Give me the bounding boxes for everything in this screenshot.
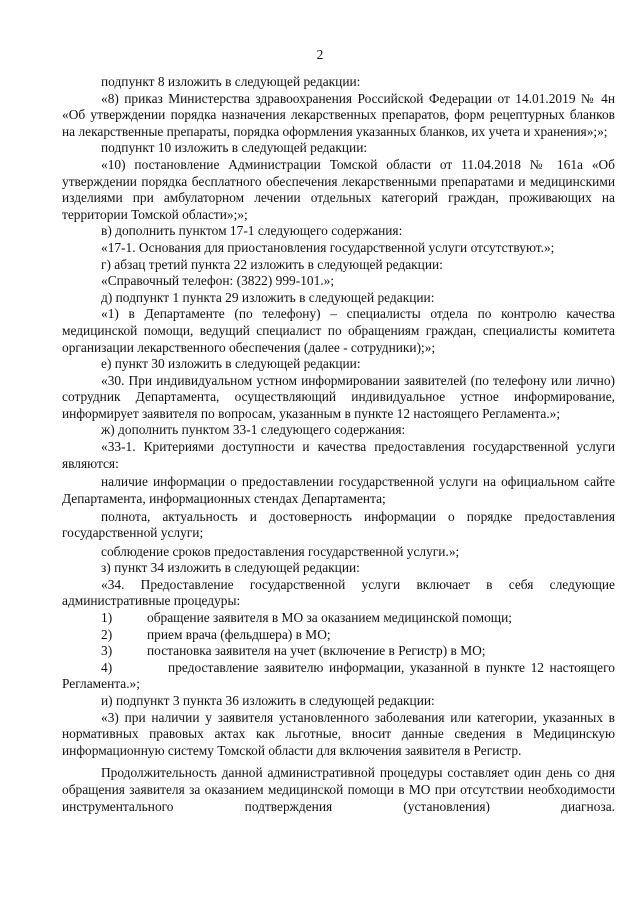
paragraph-13: ж) дополнить пунктом 33-1 следующего содержания: (101, 422, 406, 438)
procedure-item-4 (62, 660, 615, 693)
paragraph-6: «17-1. Основания для приостановления государственной услуги отсутствуют.»; (101, 239, 555, 255)
paragraph-15: наличие информации о предоставлении государственной услуги на официальном сайте Департамента, информационных стендах Департамента; (62, 473, 615, 506)
paragraph-18: з) пункт 34 изложить в следующей редакции: (101, 560, 360, 576)
paragraph-12: «30. При индивидуальном устном информировании заявителей (по телефону или лично) сотрудник Департамента, осуществляющий индивидуальное устное информирование, информирует заявителя по вопросам, указанным в пункте 12 настоящего Регламента.»; (62, 372, 615, 421)
procedure-text: прием врача (фельдшера) в МО; (147, 626, 331, 642)
procedure-item-3 (62, 643, 615, 660)
paragraph-10: «1) в Департаменте (по телефону) – специалисты отдела по контролю качества медицинской помощи, ведущий специалист по обращениям граждан, специалисты комитета организации лекарственного обеспечения (далее - сотрудники);»; (62, 306, 615, 355)
paragraph-8: «Справочный телефон: (3822) 999-101.»; (101, 273, 335, 289)
paragraph-2: «8) приказ Министерства здравоохранения Российской Федерации от 14.01.2019 № 4н «Об утверждении порядка назначения лекарственных препаратов, форм рецептурных бланков на лекарственные препараты, порядка оформления указанных бланков, их учета и хранения»;»; (62, 90, 615, 139)
procedure-number: 3) (101, 643, 113, 659)
closing-paragraph-3: Продолжительность данной административной процедуры составляет один день со дня обращения заявителя за оказанием медицинской помощи в МО при отсутствии необходимости инструментального подтверждения (установления) диагноза. (62, 765, 615, 814)
document-body (62, 74, 615, 815)
closing-paragraph-2: «3) при наличии у заявителя установленного заболевания или категории, указанных в нормативных правовых актах как льготные, вносит данные сведения в Медицинскую информационную систему Томской области для включения заявителя в Регистр. (62, 709, 615, 758)
paragraph-3: подпункт 10 изложить в следующей редакции: (101, 140, 368, 156)
procedure-number: 4) (101, 659, 113, 675)
paragraph-16: полнота, актуальность и достоверность информации о порядке предоставления государственной услуги; (62, 508, 615, 541)
paragraph-7: г) абзац третий пункта 22 изложить в следующей редакции: (101, 256, 443, 272)
procedure-number: 2) (101, 626, 113, 642)
paragraph-11: е) пункт 30 изложить в следующей редакции: (101, 356, 361, 372)
page-number: 2 (316, 47, 324, 62)
paragraph-4: «10) постановление Администрации Томской области от 11.04.2018 № 161а «Об утверждении порядка бесплатного обеспечения лекарственными препаратами и медицинскими изделиями при амбулаторном лечении отдельных категорий граждан, проживающих на территории Томской области»;»; (62, 156, 615, 222)
paragraph-5: в) дополнить пунктом 17-1 следующего содержания: (101, 223, 403, 239)
paragraph-19: «34. Предоставление государственной услуги включает в себя следующие административные процедуры: (62, 576, 615, 609)
procedure-number: 1) (101, 610, 113, 626)
procedure-text: предоставление заявителю информации, указанной в пункте 12 настоящего Регламента.»; (62, 659, 615, 692)
procedure-text: обращение заявителя в МО за оказанием медицинской помощи; (147, 610, 513, 626)
closing-paragraph-1: и) подпункт 3 пункта 36 изложить в следующей редакции: (101, 693, 435, 709)
paragraph-1: подпункт 8 изложить в следующей редакции: (101, 74, 361, 89)
procedure-item-1 (62, 610, 615, 627)
procedure-text: постановка заявителя на учет (включение в Регистр) в МО; (147, 643, 486, 659)
procedure-item-2 (62, 627, 615, 644)
paragraph-14: «33-1. Критериями доступности и качества предоставления государственной услуги являются: (62, 439, 615, 471)
paragraph-17: соблюдение сроков предоставления государственной услуги.»; (101, 543, 460, 559)
paragraph-9: д) подпункт 1 пункта 29 изложить в следующей редакции: (101, 289, 435, 305)
